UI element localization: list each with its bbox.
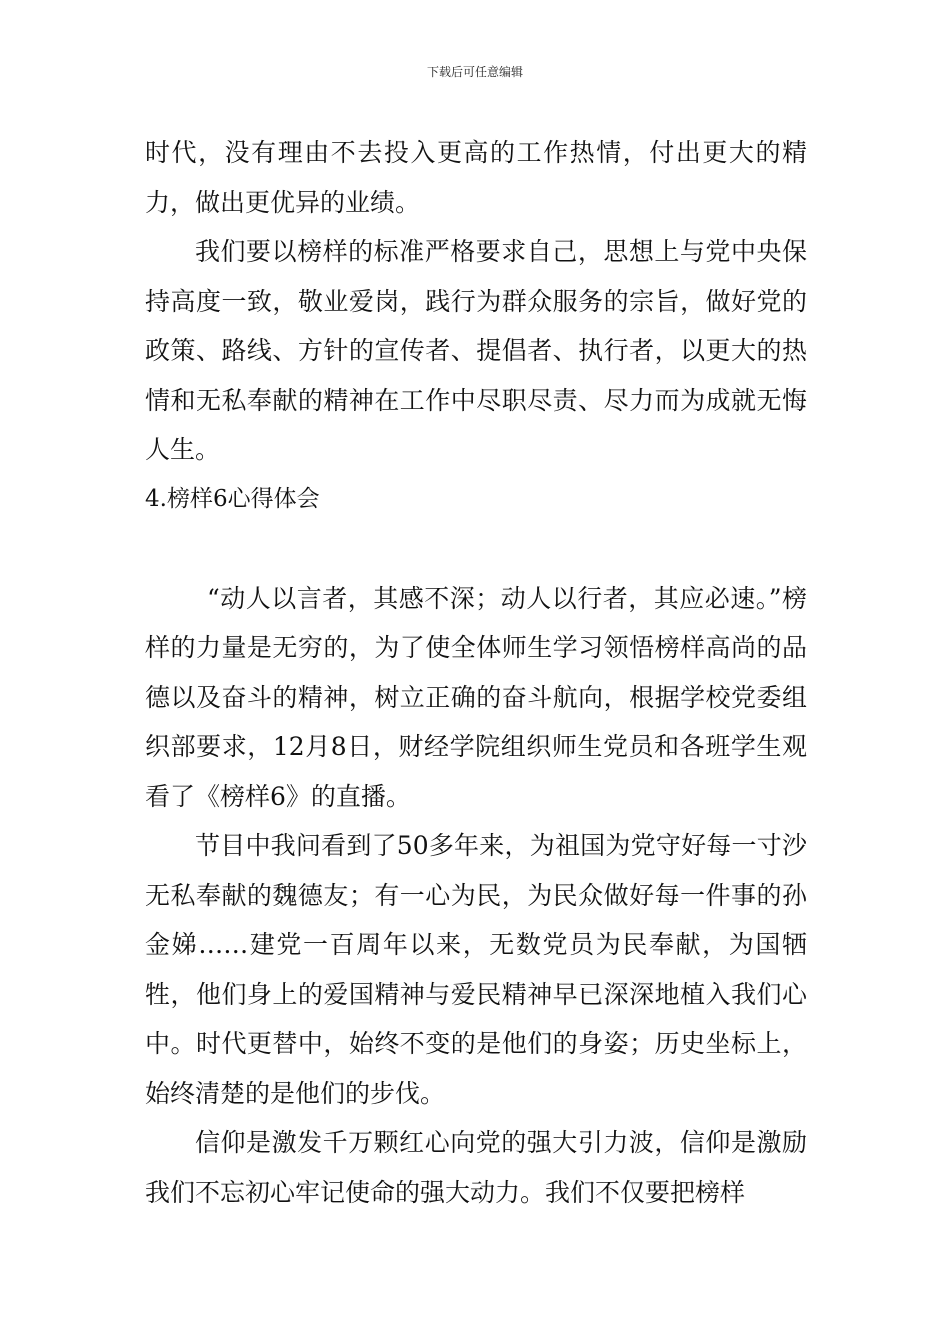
paragraph-faith: 信仰是激发千万颗红心向党的强大引力波，信仰是激励我们不忘初心牢记使命的强大动力。我们不仅要把榜样 [145,1128,807,1207]
section-heading: 4.榜样6心得体会 [145,485,320,512]
paragraph-continuation: 时代，没有理由不去投入更高的工作热情，付出更大的精力，做出更优异的业绩。 [145,138,807,217]
blank-line [145,524,807,574]
document-body [145,128,807,1217]
paragraph-program-content: 节目中我问看到了50多年来，为祖国为党守好每一寸沙无私奉献的魏德友；有一心为民，为民众做好每一件事的孙金娣……建党一百周年以来，无数党员为民奉献，为国牺牲，他们身上的爱国精神与爱民精神早已深深地植入我们心中。时代更替中，始终不变的是他们的身姿；历史坐标上，始终清楚的是他们的步伐。 [145,831,807,1108]
paragraph-quote-intro: “动人以言者，其感不深；动人以行者，其应必速。”榜样的力量是无穷的，为了使全体师生学习领悟榜样高尚的品德以及奋斗的精神，树立正确的奋斗航向，根据学校党委组织部要求，12月8日，财经学院组织师生党员和各班学生观看了《榜样6》的直播。 [145,583,807,811]
page-header: 下载后可任意编辑 [426,65,523,79]
paragraph-role-model-standard: 我们要以榜样的标准严格要求自己，思想上与党中央保持高度一致，敬业爱岗，践行为群众服务的宗旨，做好党的政策、路线、方针的宣传者、提倡者、执行者，以更大的热情和无私奉献的精神在工作中尽职尽责、尽力而为成就无悔人生。 [145,237,807,464]
